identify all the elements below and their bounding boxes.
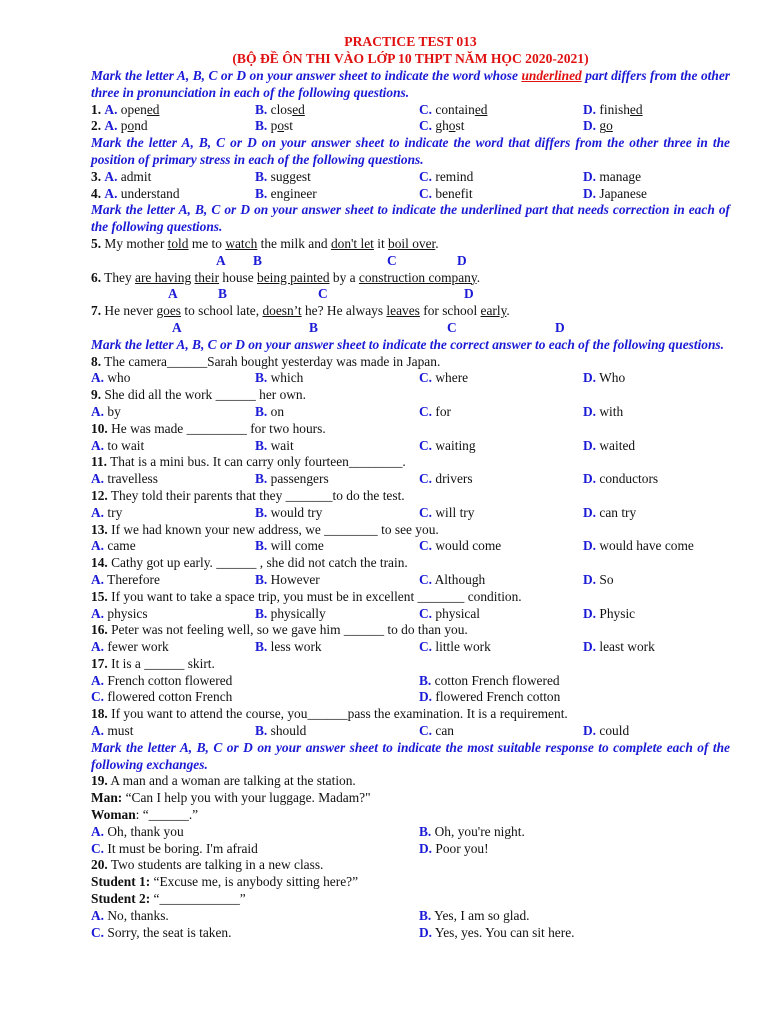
question-17-stem: 17. It is a ______ skirt.	[91, 655, 215, 671]
option-b[interactable]: B. less work	[255, 639, 322, 655]
option-c[interactable]: C. would come	[419, 538, 502, 554]
option-c[interactable]: C. can	[419, 723, 454, 739]
marker-b: B	[309, 319, 318, 335]
option-c[interactable]: C. remind	[419, 168, 474, 184]
option-d[interactable]: D. manage	[583, 168, 642, 184]
question-9-options	[91, 404, 730, 421]
question-6-markers	[91, 286, 730, 303]
option-b[interactable]: B. passengers	[255, 471, 329, 487]
option-b[interactable]: B. engineer	[255, 185, 317, 201]
question-16-stem: 16. Peter was not feeling well, so we gave him ______ to do than you.	[91, 622, 468, 638]
question-8-options	[91, 370, 730, 387]
question-5-markers	[91, 253, 730, 270]
question-20-line-2: Student 2: “____________”	[91, 891, 246, 907]
question-4-options	[91, 186, 730, 203]
option-d[interactable]: D. would have come	[583, 538, 694, 554]
option-d[interactable]: D. conductors	[583, 471, 659, 487]
question-15-options	[91, 606, 730, 623]
option-b[interactable]: B. on	[255, 403, 285, 419]
option-a[interactable]: A. travelless	[91, 471, 158, 487]
section-instruction-stress: Mark the letter A, B, C or D on your answer sheet to indicate the word that differs from the other three in the position of primary stress in each of the following questions.	[91, 135, 730, 167]
option-c[interactable]: C. It must be boring. I'm afraid	[91, 840, 258, 856]
marker-c: C	[318, 286, 328, 302]
question-19-line-1: Man: “Can I help you with your luggage. Madam?"	[91, 790, 371, 806]
option-d[interactable]: D. with	[583, 403, 624, 419]
option-d[interactable]: D. flowered French cotton	[419, 689, 561, 705]
option-a[interactable]: 3. A. admit	[91, 168, 152, 184]
question-18-options	[91, 723, 730, 740]
option-d[interactable]: D. could	[583, 723, 630, 739]
option-b[interactable]: B. should	[255, 723, 307, 739]
option-a[interactable]: A. try	[91, 504, 123, 520]
option-c[interactable]: C. waiting	[419, 437, 476, 453]
part-a[interactable]: told	[167, 235, 189, 251]
option-b[interactable]: B. Oh, you're night.	[419, 823, 525, 839]
option-a[interactable]: A. by	[91, 403, 121, 419]
option-c[interactable]: C. little work	[419, 639, 491, 655]
question-12-options	[91, 505, 730, 522]
option-c[interactable]: C. flowered cotton French	[91, 689, 233, 705]
question-20-options-ab	[91, 908, 730, 925]
marker-c: C	[387, 252, 397, 268]
part-c[interactable]: being painted	[257, 269, 330, 285]
option-a[interactable]: A. came	[91, 538, 136, 554]
marker-d: D	[457, 252, 467, 268]
question-14-options	[91, 572, 730, 589]
option-a[interactable]: A. French cotton flowered	[91, 672, 233, 688]
option-a[interactable]: 2. A. pond	[91, 118, 148, 134]
option-c[interactable]: C. ghost	[419, 118, 465, 134]
option-d[interactable]: D. Yes, yes. You can sit here.	[419, 924, 575, 940]
marker-b: B	[218, 286, 227, 302]
option-a[interactable]: A. physics	[91, 605, 148, 621]
question-18-stem: 18. If you want to attend the course, you______pass the examination. It is a requirement.	[91, 706, 568, 722]
part-b[interactable]: watch	[225, 235, 258, 251]
option-d[interactable]: D. Who	[583, 370, 626, 386]
question-8-stem: 8. The camera______Sarah bought yesterday was made in Japan.	[91, 353, 441, 369]
question-14-stem: 14. Cathy got up early. ______ , she did not catch the train.	[91, 555, 408, 571]
question-6-stem: 6. They are having their house being painted by a construction company.	[91, 269, 481, 285]
option-a[interactable]: A. must	[91, 723, 134, 739]
option-a[interactable]: A. who	[91, 370, 131, 386]
part-b[interactable]: their	[194, 269, 220, 285]
marker-d: D	[464, 286, 474, 302]
section-instruction-correction: Mark the letter A, B, C or D on your answer sheet to indicate the underlined part that needs correction in each of the following questions.	[91, 202, 730, 235]
question-20-stem: 20. Two students are talking in a new class.	[91, 857, 324, 873]
question-1-options	[91, 102, 730, 119]
option-c[interactable]: C. drivers	[419, 471, 473, 487]
option-a[interactable]: 1. A. opened	[91, 101, 160, 117]
part-c[interactable]: don't let	[330, 235, 374, 251]
question-19-options-cd	[91, 841, 730, 858]
marker-a: A	[216, 252, 226, 268]
marker-d: D	[555, 319, 565, 335]
option-d[interactable]: D. Physic	[583, 605, 636, 621]
option-b[interactable]: B. suggest	[255, 168, 311, 184]
marker-a: A	[168, 286, 178, 302]
option-a[interactable]: A. to wait	[91, 437, 145, 453]
question-9-stem: 9. She did all the work ______ her own.	[91, 387, 306, 403]
option-c[interactable]: C. benefit	[419, 185, 473, 201]
option-d[interactable]: D. least work	[583, 639, 655, 655]
part-a[interactable]: are having	[135, 269, 192, 285]
option-b[interactable]: B. will come	[255, 538, 324, 554]
option-b[interactable]: B. wait	[255, 437, 294, 453]
question-7-markers	[91, 320, 730, 337]
option-c[interactable]: C. will try	[419, 504, 475, 520]
question-19-stem: 19. A man and a woman are talking at the station.	[91, 773, 356, 789]
option-d[interactable]: D. can try	[583, 504, 637, 520]
option-c[interactable]: C. contained	[419, 101, 488, 117]
part-a[interactable]: goes	[156, 303, 181, 319]
question-10-stem: 10. He was made _________ for two hours.	[91, 420, 326, 436]
option-a[interactable]: 4. A. understand	[91, 185, 180, 201]
page-title: PRACTICE TEST 013	[344, 34, 477, 49]
question-17-options-cd	[91, 689, 730, 706]
option-c[interactable]: C. for	[419, 403, 452, 419]
option-b[interactable]: B. Yes, I am so glad.	[419, 907, 530, 923]
marker-c: C	[447, 319, 457, 335]
option-d[interactable]: D. Japanese	[583, 185, 647, 201]
question-15-stem: 15. If you want to take a space trip, you must be in excellent _______ condition.	[91, 588, 522, 604]
option-d[interactable]: D. So	[583, 571, 614, 587]
question-11-stem: 11. That is a mini bus. It can carry only fourteen________.	[91, 454, 406, 470]
question-16-options	[91, 639, 730, 656]
section-instruction-exchanges: Mark the letter A, B, C or D on your answer sheet to indicate the most suitable response to complete each of the following exchanges.	[91, 739, 730, 772]
question-17-options-ab	[91, 673, 730, 690]
option-a[interactable]: A. No, thanks.	[91, 907, 169, 923]
question-19-line-2: Woman: “______.”	[91, 807, 199, 823]
option-c[interactable]: C. Sorry, the seat is taken.	[91, 924, 232, 940]
option-b[interactable]: B. cotton French flowered	[419, 672, 560, 688]
section-instruction-correct-answer: Mark the letter A, B, C or D on your answer sheet to indicate the correct answer to each of the following questions.	[91, 336, 724, 352]
option-b[interactable]: B. However	[255, 571, 320, 587]
option-c[interactable]: C. physical	[419, 605, 481, 621]
option-a[interactable]: A. Therefore	[91, 571, 160, 587]
part-d[interactable]: boil over	[388, 235, 436, 251]
question-20-line-1: Student 1: “Excuse me, is anybody sitting here?”	[91, 874, 359, 890]
question-10-options	[91, 438, 730, 455]
option-c[interactable]: C. Although	[419, 571, 486, 587]
question-13-options	[91, 538, 730, 555]
section-instruction-pronunciation: Mark the letter A, B, C or D on your answer sheet to indicate the word whose underlined part differs from the other three in pronunciation in each of the following questions.	[91, 68, 730, 100]
part-b[interactable]: doesn’t	[262, 303, 302, 319]
option-b[interactable]: B. physically	[255, 605, 326, 621]
question-11-options	[91, 471, 730, 488]
question-13-stem: 13. If we had known your new address, we ________ to see you.	[91, 521, 439, 537]
part-c[interactable]: leaves	[386, 303, 420, 319]
option-d[interactable]: D. go	[583, 118, 613, 134]
option-b[interactable]: B. post	[255, 118, 293, 134]
question-5-stem: 5. My mother told me to watch the milk and don't let it boil over.	[91, 235, 439, 251]
option-d[interactable]: D. Poor you!	[419, 840, 489, 856]
marker-b: B	[253, 252, 262, 268]
option-b[interactable]: B. which	[255, 370, 304, 386]
option-b[interactable]: B. closed	[255, 101, 305, 117]
option-a[interactable]: A. Oh, thank you	[91, 823, 184, 839]
question-20-options-cd	[91, 925, 730, 942]
question-19-options-ab	[91, 824, 730, 841]
marker-a: A	[172, 319, 182, 335]
question-3-options	[91, 169, 730, 186]
part-d[interactable]: construction company	[358, 269, 477, 285]
question-7-stem: 7. He never goes to school late, doesn’t he? He always leaves for school early.	[91, 303, 510, 319]
question-2-options	[91, 118, 730, 135]
option-d[interactable]: D. waited	[583, 437, 636, 453]
option-d[interactable]: D. finished	[583, 101, 643, 117]
question-12-stem: 12. They told their parents that they _______to do the test.	[91, 487, 405, 503]
part-d[interactable]: early	[480, 303, 507, 319]
page-subtitle: (BỘ ĐỀ ÔN THI VÀO LỚP 10 THPT NĂM HỌC 2020-2021)	[232, 50, 589, 66]
option-b[interactable]: B. would try	[255, 504, 323, 520]
option-a[interactable]: A. fewer work	[91, 639, 169, 655]
option-c[interactable]: C. where	[419, 370, 469, 386]
